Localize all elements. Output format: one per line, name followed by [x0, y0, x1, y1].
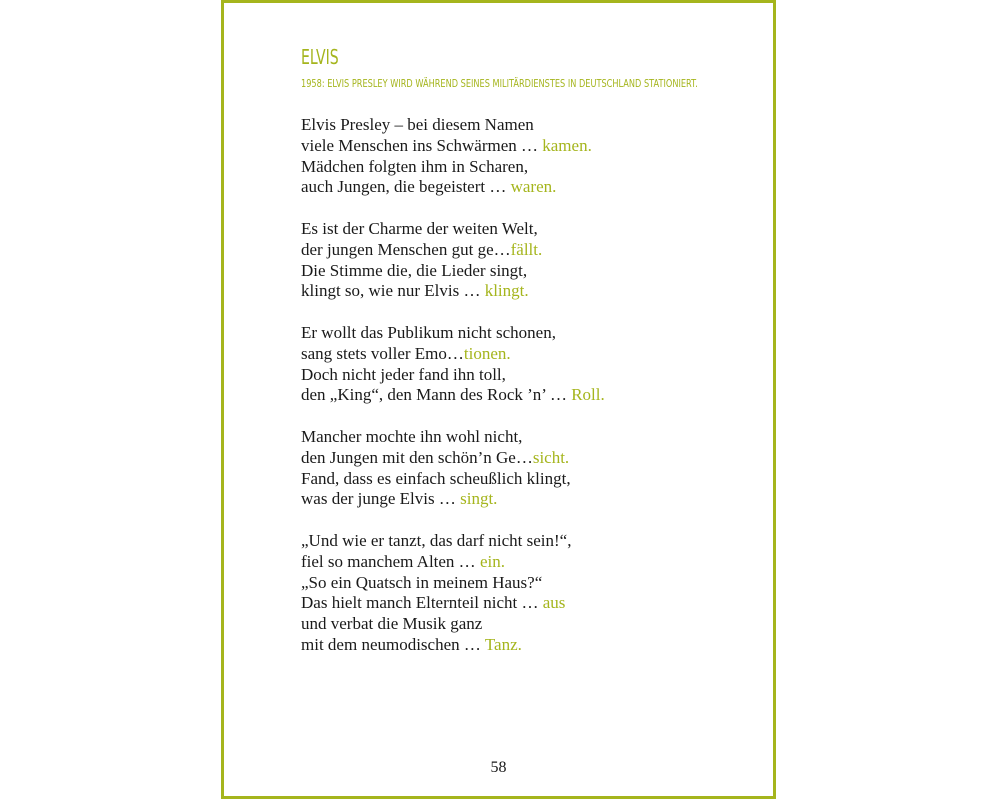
poem-line [301, 635, 605, 656]
line-text: was der junge Elvis … [301, 489, 461, 509]
rhyme-word: Tanz. [484, 634, 522, 654]
poem-line [301, 136, 605, 157]
line-text: sang stets voller Emo… [301, 343, 464, 363]
line-text: Doch nicht jeder fand ihn toll, [301, 364, 506, 384]
rhyme-word: singt. [460, 489, 498, 509]
poem-line [301, 344, 605, 365]
poem-line [301, 177, 605, 198]
stanza [301, 115, 605, 198]
poem-line [301, 573, 605, 594]
poem-line [301, 385, 605, 406]
poem-line [301, 552, 605, 573]
line-text: auch Jungen, die begeistert … [301, 177, 511, 197]
poem-line [301, 115, 605, 136]
line-text: viele Menschen ins Schwärmen … [301, 135, 543, 155]
line-text: klingt so, wie nur Elvis … [301, 281, 485, 301]
poem-line [301, 240, 605, 261]
line-text: den Jungen mit den schön’n Ge… [301, 447, 533, 467]
line-text: der jungen Menschen gut ge… [301, 239, 511, 259]
rhyme-word: fällt. [510, 239, 543, 259]
rhyme-word: kamen. [542, 135, 592, 155]
rhyme-word: klingt. [484, 281, 529, 301]
book-page [221, 0, 776, 799]
line-text: Das hielt manch Elternteil nicht … [301, 593, 543, 613]
rhyme-word: ein. [479, 551, 505, 571]
poem-line [301, 448, 605, 469]
stanza [301, 531, 605, 656]
rhyme-word: aus [542, 593, 566, 613]
stanza [301, 323, 605, 406]
poem-line [301, 531, 605, 552]
line-text: mit dem neumodischen … [301, 634, 485, 654]
rhyme-word: sicht. [532, 447, 570, 467]
line-text: Fand, dass es einfach scheußlich klingt, [301, 468, 571, 488]
rhyme-word: Roll. [571, 385, 605, 405]
poem-line [301, 489, 605, 510]
poem-line [301, 365, 605, 386]
poem-line [301, 614, 605, 635]
poem-line [301, 157, 605, 178]
page-number: 58 [490, 759, 507, 776]
line-text: Er wollt das Publikum nicht schonen, [301, 322, 556, 342]
poem-line [301, 323, 605, 344]
line-text: Es ist der Charme der weiten Welt, [301, 218, 538, 238]
line-text: fiel so manchem Alten … [301, 551, 480, 571]
poem-subtitle: 1958: ELVIS PRESLEY WIRD WÄHREND SEINES MILITÄRDIENSTES IN DEUTSCHLAND STATIONIERT. [301, 78, 698, 90]
line-text: „So ein Quatsch in meinem Haus?“ [301, 572, 543, 592]
poem-line [301, 281, 605, 302]
poem-line [301, 261, 605, 282]
poem-line [301, 427, 605, 448]
poem-title: ELVIS [301, 45, 339, 69]
line-text: „Und wie er tanzt, das darf nicht sein!“, [301, 530, 572, 550]
line-text: den „King“, den Mann des Rock ’n’ … [301, 385, 572, 405]
poem-line [301, 593, 605, 614]
stanza [301, 427, 605, 510]
stanza [301, 219, 605, 302]
line-text: Mancher mochte ihn wohl nicht, [301, 426, 523, 446]
line-text: und verbat die Musik ganz [301, 614, 483, 634]
poem-line [301, 469, 605, 490]
rhyme-word: tionen. [463, 343, 511, 363]
poem-line [301, 219, 605, 240]
line-text: Elvis Presley – bei diesem Namen [301, 115, 534, 134]
line-text: Die Stimme die, die Lieder singt, [301, 260, 528, 280]
rhyme-word: waren. [510, 177, 557, 197]
line-text: Mädchen folgten ihm in Scharen, [301, 156, 529, 176]
poem-body [301, 115, 605, 677]
